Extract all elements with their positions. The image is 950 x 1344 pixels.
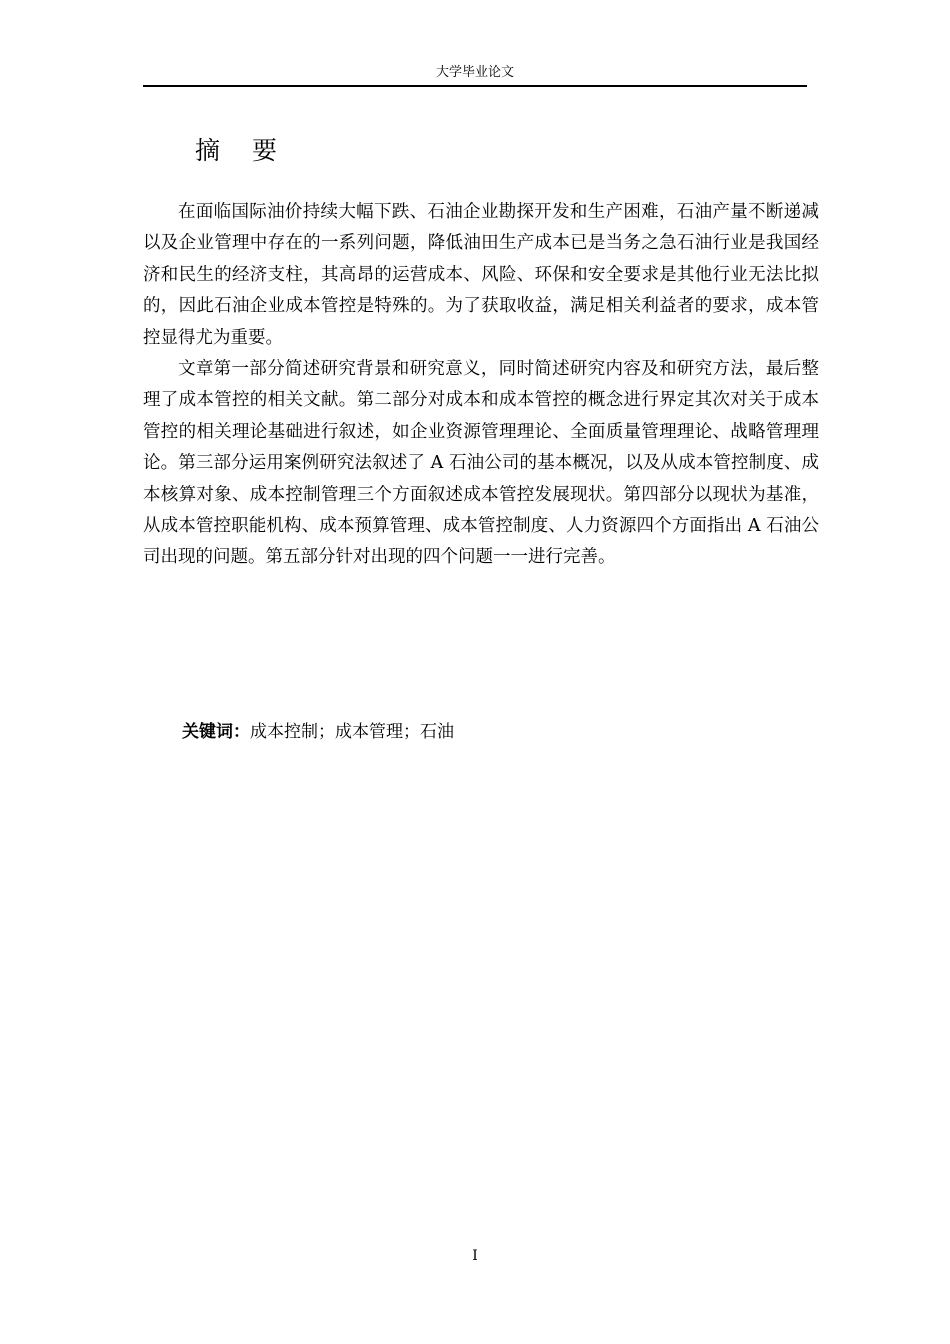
abstract-body	[143, 197, 819, 574]
header-rule	[143, 85, 807, 87]
keywords-label: 关键词：	[182, 722, 250, 742]
keywords-value: 成本控制；成本管理；石油	[250, 722, 454, 742]
running-header: 大学毕业论文	[435, 65, 514, 80]
abstract-paragraph-2: 文章第一部分简述研究背景和研究意义，同时简述研究内容及和研究方法，最后整理了成本管控的相关文献。第二部分对成本和成本管控的概念进行界定其次对关于成本管控的相关理论基础进行叙述，如企业资源管理理论、全面质量管理理论、战略管理理论。第三部分运用案例研究法叙述了 A 石油公司的基本概况，以及从成本管控制度、成本核算对象、成本控制管理三个方面叙述成本管控发展现状。第四部分以现状为基准，从成本管控职能机构、成本预算管理、成本管控制度、人力资源四个方面指出 A 石油公司出现的问题。第五部分针对出现的四个问题一一进行完善。	[143, 359, 819, 568]
keywords-line	[182, 717, 454, 747]
page-number: I	[472, 1248, 478, 1264]
abstract-heading: 摘 要	[195, 136, 289, 165]
abstract-paragraph-1: 在面临国际油价持续大幅下跌、石油企业勘探开发和生产困难，石油产量不断递减以及企业管理中存在的一系列问题，降低油田生产成本已是当务之急石油行业是我国经济和民生的经济支柱，其高昂的运营成本、风险、环保和安全要求是其他行业无法比拟的，因此石油企业成本管控是特殊的。为了获取收益，满足相关利益者的要求，成本管控显得尤为重要。	[143, 202, 819, 348]
